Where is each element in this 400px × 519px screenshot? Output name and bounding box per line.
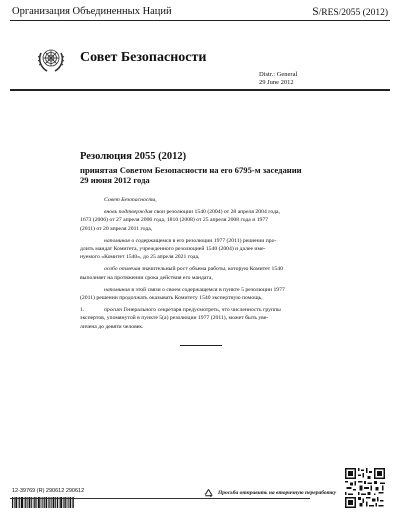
document-number: 12-39769 (R) 290612 290612 [12, 488, 85, 494]
header-rule [10, 20, 390, 21]
document-symbol [312, 6, 388, 18]
symbol-rest: /RES/2055 (2012) [318, 8, 388, 18]
preamble-paragraph-4: напоминая в этой связи о своем содержащемся в пункте 5 резолюции 1977 (2011) решении продолжать оказывать Комитету 1540 экспертную помощь, [80, 286, 285, 302]
symbol-prefix: S [312, 6, 319, 18]
paragraph-number: 1. [80, 307, 85, 314]
recycle-note: Просьба отправить на вторичную переработку [218, 490, 337, 496]
organization-name: Организация Объединенных Наций [12, 6, 172, 17]
paragraph-lead: напоминая [104, 286, 130, 293]
distribution-date: 29 June 2012 [259, 79, 294, 86]
preamble-paragraph-3: особо отмечая значительный рост объема работы, которую Комитет 1540 выполняет на протяжении срока действия его мандата, [80, 266, 283, 281]
preamble-paragraph-2: напоминая о содержащемся в его резолюции 1977 (2011) решении про- длить мандат Комитета, учрежденного резолюцией 1540 (2004) и далее име- нуемого «Комитет 1540», до 25 апреля 2021 года, [80, 237, 277, 261]
resolution-subtitle [80, 165, 302, 185]
paragraph-lead: особо отмечая [104, 266, 141, 273]
distribution-block [259, 71, 297, 87]
preamble-paragraph-1: вновь подтверждая свои резолюции 1540 (2004) от 28 апреля 2004 года, 1673 (2006) от 27 апреля 2006 года, 1810 (2008) от 25 апреля 2008 года и 1977 (2011) от 20 апреля 2011 года, [80, 209, 280, 232]
opening-phrase: Совет Безопасности, [104, 197, 157, 203]
subtitle-line: принятая Советом Безопасности на его 6795-м заседании [80, 165, 302, 175]
paragraph-lead: просит [104, 307, 123, 314]
council-name: Совет Безопасности [80, 50, 207, 65]
recycle-icon [203, 488, 214, 499]
resolution-body [80, 196, 384, 335]
distribution-label: Distr.: General [259, 71, 298, 78]
footer-rule [10, 498, 310, 499]
subtitle-line: 29 июня 2012 года [80, 175, 150, 185]
masthead-rule [10, 89, 390, 91]
paragraph-lead: напоминая [104, 237, 130, 244]
resolution-title: Резолюция 2055 (2012) [80, 151, 187, 162]
qr-code [345, 468, 385, 508]
operative-paragraph-1: 1. просит Генерального секретаря предусмотреть, что численность группы экспертов, упомянутой в пункте 5(а) резолюции 1977 (2011), может быть уве- личена до девяти человек. [80, 307, 281, 330]
end-separator [180, 345, 222, 346]
un-emblem-icon [36, 45, 66, 75]
paragraph-lead: вновь подтверждая [104, 209, 153, 216]
